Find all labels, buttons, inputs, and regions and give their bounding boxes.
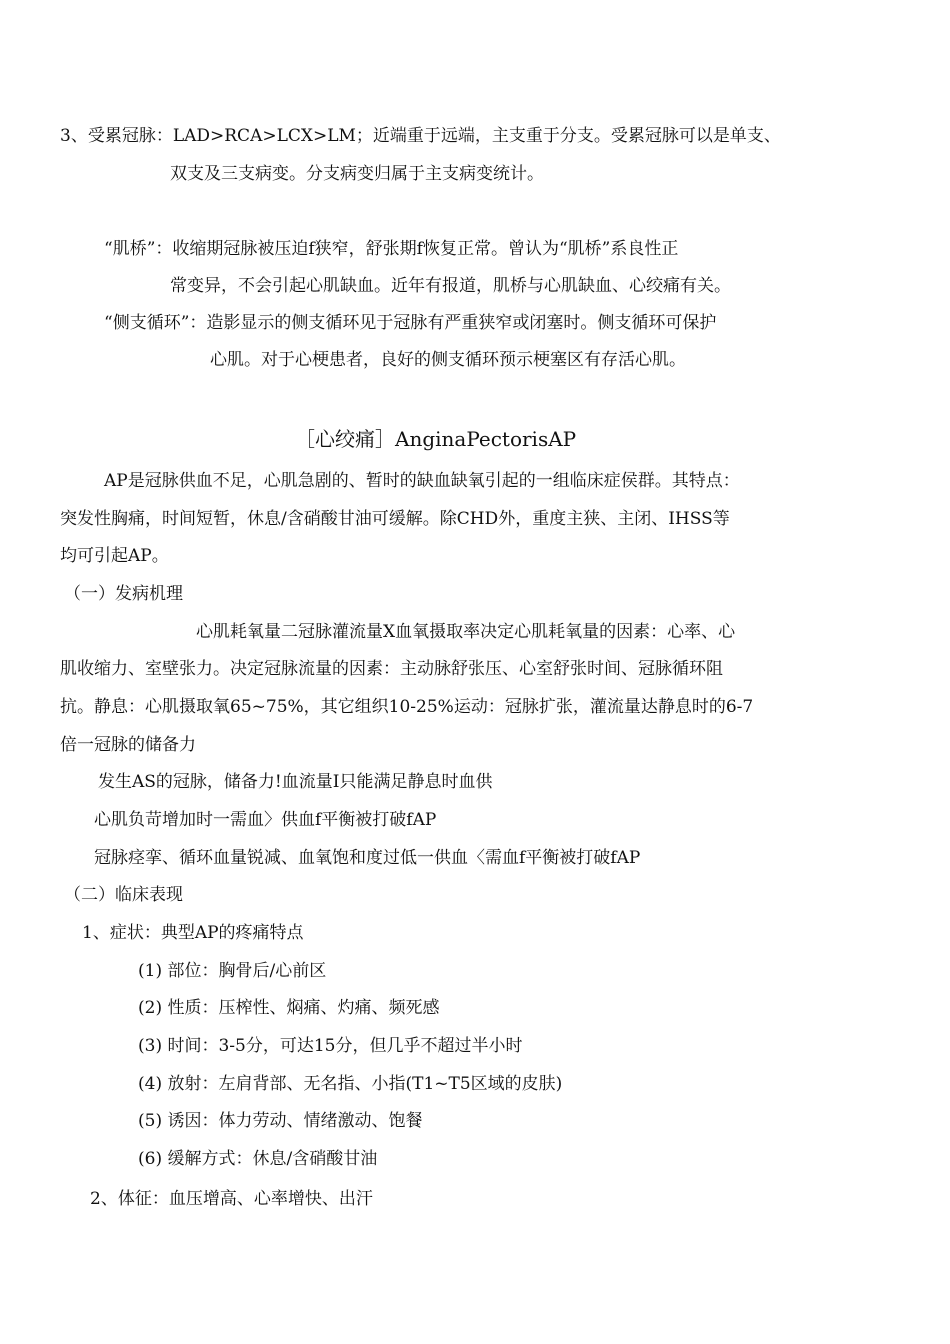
- mechanism-p4: 倍一冠脉的储备力: [60, 735, 196, 755]
- section3-line1: 3、受累冠脉：LAD>RCA>LCX>LM；近端重于远端，主支重于分支。受累冠脉可以是单支、: [60, 126, 781, 146]
- intro-line1: AP是冠脉供血不足，心肌急剧的、暂时的缺血缺氧引起的一组临床症侯群。其特点：: [104, 471, 740, 491]
- mechanism-p1: 心肌耗氧量二冠脉灌流量X血氧摄取率决定心肌耗氧量的因素：心率、心: [196, 622, 736, 642]
- signs-line: 2、体征：血压增高、心率增快、出汗: [90, 1189, 373, 1209]
- symptoms-heading: 1、症状：典型AP的疼痛特点: [82, 923, 304, 943]
- mechanism-line5: 发生AS的冠脉，储备力!血流量I只能满足静息时血供: [98, 772, 493, 792]
- symptom-item: (3) 时间：3-5分，可达15分，但几乎不超过半小时: [138, 1036, 523, 1056]
- intro-line2: 突发性胸痛，时间短暂，休息/含硝酸甘油可缓解。除CHD外，重度主狭、主闭、IHSS等: [60, 509, 730, 529]
- symptom-item: (1) 部位：胸骨后/心前区: [138, 961, 327, 981]
- clinical-heading: （二）临床表现: [64, 885, 183, 905]
- symptom-item: (5) 诱因：体力劳动、情绪激动、饱餐: [138, 1111, 423, 1131]
- symptom-item: (6) 缓解方式：休息/含硝酸甘油: [138, 1149, 378, 1169]
- mechanism-heading: （一）发病机理: [64, 584, 183, 604]
- mechanism-line7: 冠脉痉挛、循环血量锐减、血氧饱和度过低一供血〈需血f平衡被打破fAP: [94, 848, 641, 868]
- symptom-item: (2) 性质：压榨性、焖痛、灼痛、频死感: [138, 998, 440, 1018]
- section-heading: ［心绞痛］AnginaPectorisAP: [295, 427, 577, 451]
- mechanism-p2: 肌收缩力、室壁张力。决定冠脉流量的因素：主动脉舒张压、心室舒张时间、冠脉循环阻: [60, 659, 723, 679]
- collateral-line1: “侧支循环”：造影显示的侧支循环见于冠脉有严重狭窄或闭塞时。侧支循环可保护: [104, 313, 717, 333]
- collateral-line2: 心肌。对于心梗患者，良好的侧支循环预示梗塞区有存活心肌。: [210, 350, 686, 370]
- intro-line3: 均可引起AP。: [60, 546, 169, 566]
- mechanism-p3: 抗。静息：心肌摄取氧65~75%，其它组织10-25%运动：冠脉扩张，灌流量达静息时的6-7: [60, 697, 754, 717]
- section3-line2: 双支及三支病变。分支病变归属于主支病变统计。: [170, 164, 544, 184]
- bridge-line1: “肌桥”：收缩期冠脉被压迫f狭窄，舒张期f恢复正常。曾认为“肌桥”系良性正: [104, 239, 679, 259]
- mechanism-line6: 心肌负苛增加时一需血〉供血f平衡被打破fAP: [94, 810, 437, 830]
- symptom-item: (4) 放射：左肩背部、无名指、小指(T1~T5区域的皮肤): [138, 1074, 563, 1094]
- bridge-line2: 常变异，不会引起心肌缺血。近年有报道，肌桥与心肌缺血、心绞痛有关。: [170, 276, 731, 296]
